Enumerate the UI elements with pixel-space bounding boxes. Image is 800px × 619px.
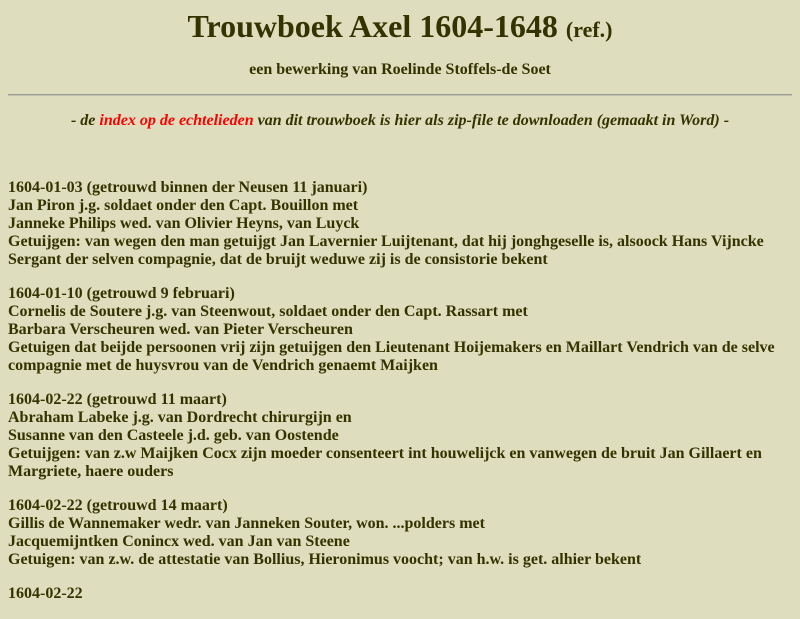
download-notice: [0, 111, 800, 131]
entry-groom: Cornelis de Soutere j.g. van Steenwout, soldaet onder den Capt. Rassart met: [8, 303, 528, 320]
entry-bride: Jacquemijntken Conincx wed. van Jan van Steene: [8, 533, 350, 550]
title-text: Trouwboek Axel 1604-1648: [187, 8, 558, 44]
notice-prefix: - de: [70, 112, 100, 129]
entry-groom: Abraham Labeke j.g. van Dordrecht chirurgijn en: [8, 409, 352, 426]
index-download-link[interactable]: index op de echtelieden: [99, 112, 254, 129]
entry-date: 1604-01-10 (getrouwd 9 februari): [8, 285, 235, 302]
entry-date: 1604-02-22 (getrouwd 11 maart): [8, 391, 227, 408]
entry-groom: Jan Piron j.g. soldaet onder den Capt. Bouillon met: [8, 197, 359, 214]
entry-groom: Gillis de Wannemaker wedr. van Janneken Souter, won. ...polders met: [8, 515, 485, 532]
entry-bride: Barbara Verscheuren wed. van Pieter Verscheuren: [8, 321, 353, 338]
entry-witnesses: Getuigen: van z.w. de attestatie van Bollius, Hieronimus voocht; van h.w. is get. alhier bekent: [8, 551, 642, 568]
marriage-entry: [8, 391, 792, 481]
entry-witnesses-cont: Margriete, haere ouders: [8, 463, 174, 480]
entry-bride: Janneke Philips wed. van Olivier Heyns, van Luyck: [8, 215, 360, 232]
entry-witnesses-cont: Sergant der selven compagnie, dat de bruijt weduwe zij is de consistorie bekent: [8, 251, 548, 268]
notice-suffix: van dit trouwboek is hier als zip-file te downloaden (gemaakt in Word) -: [253, 112, 730, 129]
marriage-entry: [8, 285, 792, 375]
entry-witnesses-cont: compagnie met de huysvrou van de Vendrich genaemt Maijken: [8, 357, 438, 374]
marriage-entry: [8, 585, 792, 603]
entry-date: 1604-02-22 (getrouwd 14 maart): [8, 497, 228, 514]
entry-bride: Susanne van den Casteele j.d. geb. van Oostende: [8, 427, 339, 444]
title-ref: (ref.): [565, 17, 613, 42]
horizontal-divider: [8, 94, 792, 96]
marriage-entry: [8, 497, 792, 569]
entry-date: 1604-02-22: [8, 585, 83, 602]
entry-witnesses: Getuijgen: van wegen den man getuijgt Jan Lavernier Luijtenant, dat hij jonghgeselle is, alsoock Hans Vijncke: [8, 233, 764, 250]
page-title: [0, 6, 800, 50]
marriage-entry: [8, 179, 792, 269]
marriage-records: [8, 179, 792, 619]
entry-date: 1604-01-03 (getrouwd binnen der Neusen 11 januari): [8, 179, 368, 196]
entry-witnesses: Getuijgen: van z.w Maijken Cocx zijn moeder consenteert int houwelijck en vanwegen de bruit Jan Gillaert en: [8, 445, 762, 462]
entry-witnesses: Getuigen dat beijde persoonen vrij zijn getuijgen den Lieutenant Hoijemakers en Maillart Vendrich van de selve: [8, 339, 775, 356]
page-subtitle: een bewerking van Roelinde Stoffels-de Soet: [249, 61, 551, 78]
